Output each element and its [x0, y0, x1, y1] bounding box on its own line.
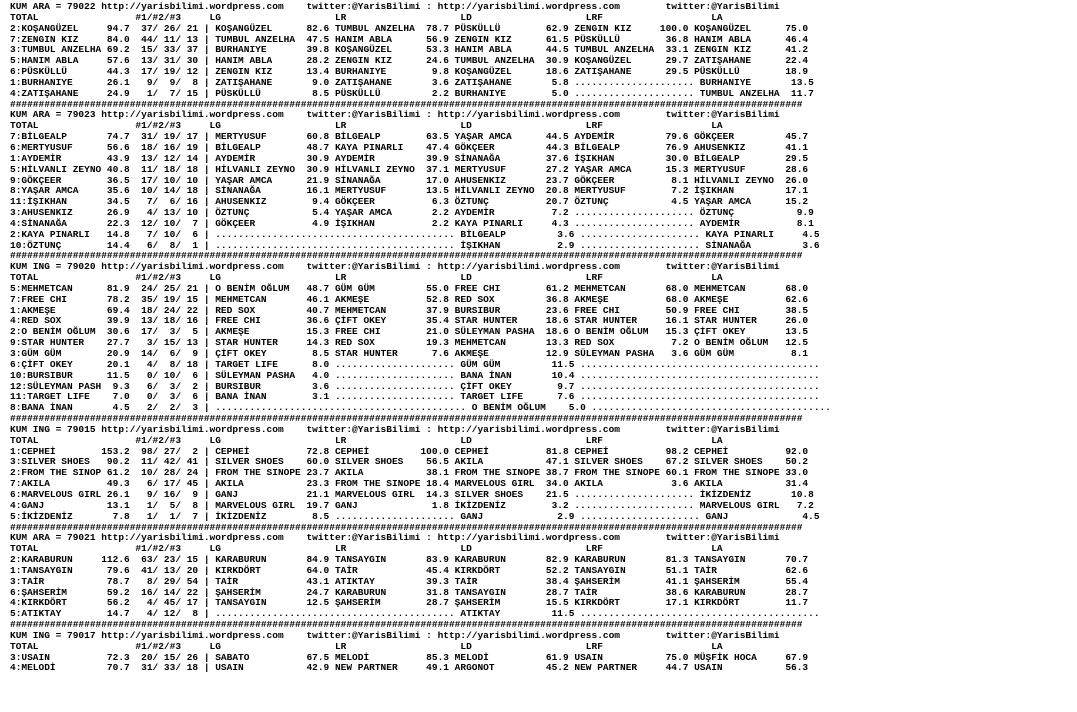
data-row: 7:FREE CHI 78.2 35/ 19/ 15 | MEHMETCAN 46.1 AKMEŞE 52.8 RED SOX 36.8 AKMEŞE 68.0 AKMEŞE 62.6	[10, 293, 809, 305]
data-row: 2:O BENİM OĞLUM 30.6 17/ 3/ 5 | AKMEŞE 15.3 FREE CHI 21.0 SÜLEYMAN PASHA 18.6 O BENİM OĞLUM 15.3 ÇİFT OKEY 13.5	[10, 326, 809, 338]
data-row: 3:SILVER SHOES 90.2 11/ 42/ 41 | SILVER SHOES 60.0 SILVER SHOES 56.5 AKILA 47.1 SILVER SHOES 67.2 SILVER SHOES 50.2	[10, 456, 809, 468]
data-row: 1:TANSAYGIN 79.6 41/ 13/ 20 | KIRKDÖRT 64.0 TAİR 45.4 KIRKDÖRT 52.2 TANSAYGIN 51.1 TAİR 62.6	[10, 564, 809, 576]
data-row: 8:YAŞAR AMCA 35.6 10/ 14/ 18 | SİNANAĞA 16.1 MERTYUSUF 13.5 HİLVANLI ZEYNO 20.8 MERTYUSUF 7.2 İŞIKHAN 17.1	[10, 185, 809, 197]
separator-line: ###########################################################################################################################################	[10, 521, 803, 533]
column-header-line: TOTAL #1/#2/#3 LG LR LD LRF LA	[10, 120, 723, 132]
race-header-line: KUM ING = 79020 http://yarisbilimi.wordpress.com twitter:@YarisBilimi : http://yarisbilimi.wordpress.com twitter:@YarisBilimi	[10, 261, 780, 273]
race-header-line: KUM ARA = 79021 http://yarisbilimi.wordpress.com twitter:@YarisBilimi : http://yarisbilimi.wordpress.com twitter:@YarisBilimi	[10, 532, 780, 544]
data-row: 2:FROM THE SINOP 61.2 10/ 28/ 24 | FROM THE SINOPE 23.7 AKILA 38.1 FROM THE SINOPE 38.7 FROM THE SINOPE 60.1 FROM THE SINOPE 33.0	[10, 467, 809, 479]
data-row: 6:MARVELOUS GIRL 26.1 9/ 16/ 9 | GANJ 21.1 MARVELOUS GIRL 14.3 SILVER SHOES 21.5 ..................... İKİZDENİZ 10.8	[10, 488, 814, 500]
data-row: 6:ÇİFT OKEY 20.1 4/ 8/ 18 | TARGET LIFE 8.0 ..................... GÜM GÜM 11.5 ..........................................	[10, 358, 820, 370]
data-row: 3:TUMBUL ANZELHA 69.2 15/ 33/ 37 | BURHANIYE 39.8 KOŞANGÜZEL 53.3 HANIM ABLA 44.5 TUMBUL ANZELHA 33.1 ZENGIN KIZ 41.2	[10, 44, 809, 56]
data-row: 1:BURHANIYE 26.1 9/ 9/ 8 | ZATIŞAHANE 9.0 ZATIŞAHANE 3.6 ZATIŞAHANE 5.8 ..................... BURHANIYE 13.5	[10, 76, 814, 88]
separator-line: ###########################################################################################################################################	[10, 98, 803, 110]
data-row: 6:ŞAHSERİM 59.2 16/ 14/ 22 | ŞAHSERİM 24.7 KARABURUN 31.8 TANSAYGIN 28.7 TAİR 38.6 KARABURUN 28.7	[10, 586, 809, 598]
column-header-line: TOTAL #1/#2/#3 LG LR LD LRF LA	[10, 272, 723, 284]
data-row: 5:HANIM ABLA 57.6 13/ 31/ 30 | HANIM ABLA 28.2 ZENGIN KIZ 24.6 TUMBUL ANZELHA 30.9 KOŞANGÜZEL 29.7 ZATIŞAHANE 22.4	[10, 55, 809, 67]
data-row: 9:STAR HUNTER 27.7 3/ 15/ 13 | STAR HUNTER 14.3 RED SOX 19.3 MEHMETCAN 13.3 RED SOX 7.2 O BENİM OĞLUM 12.5	[10, 337, 809, 349]
data-row: 1:AKMEŞE 69.4 18/ 24/ 22 | RED SOX 40.7 MEHMETCAN 37.9 BURSIBUR 23.6 FREE CHI 50.9 FREE CHI 38.5	[10, 304, 809, 316]
race-header-line: KUM ING = 79017 http://yarisbilimi.wordpress.com twitter:@YarisBilimi : http://yarisbilimi.wordpress.com twitter:@YarisBilimi	[10, 629, 780, 641]
data-row: 3:GÜM GÜM 20.9 14/ 6/ 9 | ÇİFT OKEY 8.5 STAR HUNTER 7.6 AKMEŞE 12.9 SÜLEYMAN PASHA 3.6 GÜM GÜM 8.1	[10, 348, 809, 359]
separator-line: ###########################################################################################################################################	[10, 619, 803, 631]
data-row: 2:KAYA PINARLI 14.8 7/ 10/ 6 | .......................................... BİLGEALP 3.6 ..................... KAYA PINARLI 4.5	[10, 228, 820, 240]
separator-line: ###########################################################################################################################################	[10, 250, 803, 262]
data-row: 7:ZENGIN KIZ 84.0 44/ 11/ 13 | TUMBUL ANZELHA 47.5 HANIM ABLA 56.9 ZENGIN KIZ 61.5 PÜSKÜLLÜ 36.8 HANIM ABLA 46.4	[10, 33, 809, 45]
race-header-line: KUM ARA = 79022 http://yarisbilimi.wordpress.com twitter:@YarisBilimi : http://yarisbilimi.wordpress.com twitter:@YarisBilimi	[10, 1, 780, 12]
data-row: 4:MELODİ 70.7 31/ 33/ 18 | USAIN 42.9 NEW PARTNER 49.1 ARGONOT 45.2 NEW PARTNER 44.7 USAIN 56.3	[10, 662, 809, 674]
data-row: 6:PÜSKÜLLÜ 44.3 17/ 19/ 12 | ZENGIN KIZ 13.4 BURHANIYE 9.8 KOŞANGÜZEL 18.6 ZATIŞAHANE 29.5 PÜSKÜLLÜ 18.9	[10, 66, 809, 78]
data-row: 9:GÖKÇEER 36.5 17/ 10/ 10 | YAŞAR AMCA 21.9 SİNANAĞA 17.0 AHUSENKIZ 23.7 GÖKÇEER 8.1 HİLVANLI ZEYNO 26.0	[10, 174, 809, 186]
data-row: 8:BANA İNAN 4.5 2/ 2/ 3 | ............................................ O BENİM OĞLUM 5.0 ..........................................	[10, 402, 831, 414]
data-row: 12:SÜLEYMAN PASH 9.3 6/ 3/ 2 | BURSIBUR 3.6 ..................... ÇİFT OKEY 9.7 ..........................................	[10, 380, 820, 392]
data-row: 6:MERTYUSUF 56.6 18/ 16/ 19 | BİLGEALP 48.7 KAYA PINARLI 47.4 GÖKÇEER 44.3 BİLGEALP 76.9 AHUSENKIZ 41.1	[10, 141, 809, 153]
data-row: 11:İŞIKHAN 34.5 7/ 6/ 16 | AHUSENKIZ 9.4 GÖKÇEER 6.3 ÖZTUNÇ 20.7 ÖZTUNÇ 4.5 YAŞAR AMCA 15.2	[10, 196, 809, 208]
column-header-line: TOTAL #1/#2/#3 LG LR LD LRF LA	[10, 543, 723, 555]
data-row: 10:ÖZTUNÇ 14.4 6/ 8/ 1 | .......................................... İŞIKHAN 2.9 ..................... SİNANAĞA 3.6	[10, 239, 820, 251]
data-row: 2:KOŞANGÜZEL 94.7 37/ 26/ 21 | KOŞANGÜZEL 82.6 TUMBUL ANZELHA 78.7 PÜSKÜLLÜ 62.9 ZENGIN KIZ 100.0 KOŞANGÜZEL 75.0	[10, 22, 809, 34]
data-row: 1:AYDEMİR 43.9 13/ 12/ 14 | AYDEMİR 30.9 AYDEMİR 39.9 SİNANAĞA 37.6 İŞIKHAN 30.0 BİLGEALP 29.5	[10, 152, 809, 164]
data-row: 7:BİLGEALP 74.7 31/ 19/ 17 | MERTYUSUF 60.8 BİLGEALP 63.5 YAŞAR AMCA 44.5 AYDEMİR 79.6 GÖKÇEER 45.7	[10, 131, 809, 143]
data-row: 4:KIRKDÖRT 56.2 4/ 45/ 17 | TANSAYGIN 12.5 ŞAHSERİM 28.7 ŞAHSERİM 15.5 KIRKDÖRT 17.1 KIRKDÖRT 11.7	[10, 597, 809, 609]
data-row: 5:ATIKTAY 14.7 4/ 12/ 8 | .......................................... ATIKTAY 11.5 ..........................................	[10, 608, 820, 620]
data-row: 5:MEHMETCAN 81.9 24/ 25/ 21 | O BENİM OĞLUM 48.7 GÜM GÜM 55.0 FREE CHI 61.2 MEHMETCAN 68.0 MEHMETCAN 68.0	[10, 282, 809, 294]
data-row: 2:KARABURUN 112.6 63/ 23/ 15 | KARABURUN 84.9 TANSAYGIN 83.9 KARABURUN 82.9 KARABURUN 81.3 TANSAYGIN 70.7	[10, 554, 809, 566]
column-header-line: TOTAL #1/#2/#3 LG LR LD LRF LA	[10, 11, 723, 23]
separator-line: ###########################################################################################################################################	[10, 413, 803, 425]
data-row: 3:TAİR 78.7 8/ 29/ 54 | TAİR 43.1 ATIKTAY 39.3 TAİR 38.4 ŞAHSERİM 41.1 ŞAHSERİM 55.4	[10, 575, 809, 587]
data-row: 4:ZATIŞAHANE 24.9 1/ 7/ 15 | PÜSKÜLLÜ 8.5 PÜSKÜLLÜ 2.2 BURHANIYE 5.0 ..................... TUMBUL ANZELHA 11.7	[10, 87, 814, 99]
column-header-line: TOTAL #1/#2/#3 LG LR LD LRF LA	[10, 434, 723, 446]
data-row: 4:GANJ 13.1 1/ 5/ 8 | MARVELOUS GIRL 19.7 GANJ 1.8 İKİZDENİZ 3.2 ..................... MARVELOUS GIRL 7.2	[10, 499, 814, 511]
data-row: 10:BURSIBUR 11.5 0/ 10/ 6 | SÜLEYMAN PASHA 4.0 ..................... BANA İNAN 10.4 ..........................................	[10, 369, 820, 381]
data-row: 11:TARGET LIFE 7.0 0/ 3/ 6 | BANA İNAN 3.1 ..................... TARGET LIFE 7.6 ..........................................	[10, 391, 820, 403]
data-row: 7:AKILA 49.3 6/ 17/ 45 | AKILA 23.3 FROM THE SINOPE 18.4 MARVELOUS GIRL 34.0 AKILA 3.6 AKILA 31.4	[10, 478, 809, 490]
data-row: 3:USAIN 72.3 20/ 15/ 26 | SABATO 67.5 MELODİ 85.3 MELODİ 61.9 USAIN 75.0 MÜŞFİK HOCA 67.9	[10, 651, 809, 663]
data-row: 1:CEPHEİ 153.2 98/ 27/ 2 | CEPHEİ 72.8 CEPHEİ 100.0 CEPHEİ 81.8 CEPHEİ 98.2 CEPHEİ 92.0	[10, 445, 809, 457]
race-header-line: KUM ING = 79015 http://yarisbilimi.wordpress.com twitter:@YarisBilimi : http://yarisbilimi.wordpress.com twitter:@YarisBilimi	[10, 423, 780, 435]
data-row: 5:HİLVANLI ZEYNO 40.8 11/ 18/ 18 | HİLVANLI ZEYNO 30.9 HİLVANLI ZEYNO 37.1 MERTYUSUF 27.2 YAŞAR AMCA 15.3 MERTYUSUF 28.6	[10, 163, 809, 175]
data-row: 3:AHUSENKIZ 26.9 4/ 13/ 10 | ÖZTUNÇ 5.4 YAŞAR AMCA 2.2 AYDEMİR 7.2 ..................... ÖZTUNÇ 9.9	[10, 207, 814, 219]
data-row: 4:SİNANAĞA 22.3 12/ 10/ 7 | GÖKÇEER 4.9 İŞIKHAN 2.2 KAYA PINARLI 4.3 ..................... AYDEMİR 8.1	[10, 217, 814, 229]
data-row: 5:İKİZDENİZ 7.8 1/ 1/ 7 | İKİZDENİZ 8.5 ..................... GANJ 2.9 ..................... GANJ 4.5	[10, 510, 820, 522]
column-header-line: TOTAL #1/#2/#3 LG LR LD LRF LA	[10, 640, 723, 652]
race-header-line: KUM ARA = 79023 http://yarisbilimi.wordpress.com twitter:@YarisBilimi : http://yarisbilimi.wordpress.com twitter:@YarisBilimi	[10, 109, 780, 121]
data-row: 4:RED SOX 39.9 13/ 18/ 16 | FREE CHI 36.6 ÇİFT OKEY 35.4 STAR HUNTER 18.6 STAR HUNTER 16.1 STAR HUNTER 26.0	[10, 315, 809, 327]
